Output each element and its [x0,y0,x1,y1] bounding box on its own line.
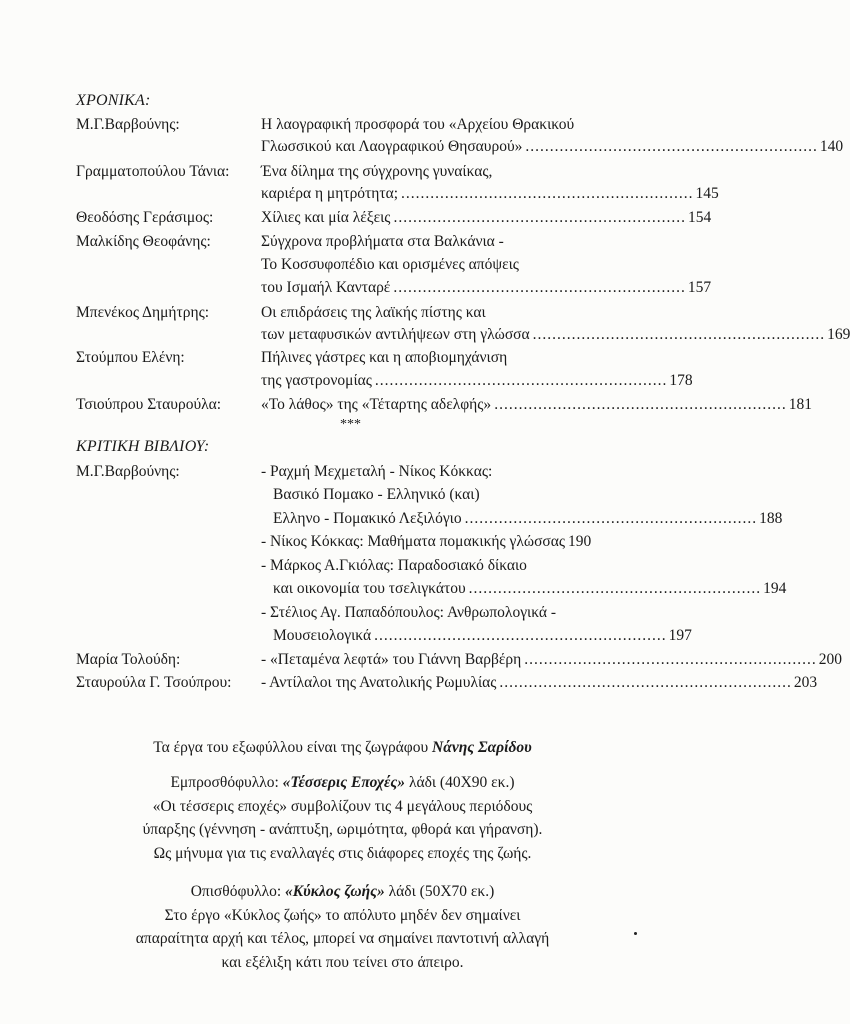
back-cover-medium: λάδι (50Χ70 εκ.) [388,883,495,900]
toc-author: Σταυρούλα Γ. Τσούπρου: [76,674,232,691]
back-cover-title: «Κύκλος ζωής» [285,883,385,900]
toc-author: Γραμματοπούλου Τάνια: [76,163,230,180]
toc-author: Τσιούπρου Σταυρούλα: [76,396,222,413]
toc-title-line: της γαστρονομίας [261,372,372,389]
kritiki-heading: ΚΡΙΤΙΚΗ ΒΙΒΛΙΟΥ: [76,438,210,455]
toc-title-line: Η λαογραφική προσφορά του «Αρχείου Θρακικού [261,116,575,133]
front-cover-medium: λάδι (40Χ90 εκ.) [408,774,515,791]
toc-title-line-with-page [261,650,843,670]
toc-title-line: Το Κοσσυφοπέδιο και ορισμένες απόψεις [261,256,519,273]
front-cover-desc: «Οι τέσσερις εποχές» συμβολίζουν τις 4 μεγάλους περιόδους [152,798,533,815]
dot-leader: ............................................................ [494,396,787,413]
toc-title-line: - «Πεταμένα λεφτά» του Γιάννη Βαρβέρη [261,651,522,668]
toc-title-line-with-page [273,509,783,529]
front-cover-desc: ύπαρξης (γέννηση - ανάπτυξη, ωριμότητα, φθορά και γήρανση). [142,821,543,838]
dot-leader: ............................................................ [532,326,826,343]
bleed-through-watermark [430,70,443,121]
toc-title-line: - Αντίλαλοι της Ανατολικής Ρωμυλίας [261,674,497,691]
dot-leader: ............................................................ [525,138,818,155]
back-cover-desc: Στο έργο «Κύκλος ζωής» το απόλυτο μηδέν δεν σημαίνει [164,907,521,924]
toc-title-line: Βασικό Πομακο - Ελληνικό (και) [273,486,480,503]
artist-name: Νάνης Σαρίδου [432,739,532,756]
cover-intro-text: Τα έργα του εξωφύλλου είναι της ζωγράφου [153,739,429,756]
toc-title-line: του Ισμαήλ Κανταρέ [261,279,391,296]
toc-title-line: και οικονομία του τσελιγκάτου [273,580,466,597]
toc-title-line: Πήλινες γάστρες και η αποβιομηχάνιση [261,349,508,366]
toc-title-line-with-page [261,208,712,228]
toc-title-line: Σύγχρονα προβλήματα στα Βαλκάνια - [261,233,504,250]
toc-title-line: Οι επιδράσεις της λαϊκής πίστης και [261,304,486,321]
back-cover-label: Οπισθόφυλλο: [190,883,282,900]
toc-page-number: 169 [827,326,850,343]
toc-page-number: 200 [818,651,843,668]
toc-title-line: Ελληνο - Πομακικό Λεξιλόγιο [273,510,462,527]
toc-title-line: - Νίκος Κόκκας: Μαθήματα πομακικής γλώσσας [261,533,566,550]
toc-page-number: 140 [819,138,844,155]
front-cover-label: Εμπροσθόφυλλο: [170,774,279,791]
cover-intro [40,738,645,758]
toc-author: Μαρία Τολούδη: [76,651,181,668]
toc-title-line: Γλωσσικού και Λαογραφικού Θησαυρού» [261,138,523,155]
toc-page-number: 154 [687,209,712,226]
back-cover-desc: και εξέλιξη κάτι που τείνει στο άπειρο. [221,954,464,971]
toc-title-line: Μουσειολογικά [273,627,372,644]
section-separator: *** [340,417,361,432]
toc-page-number: 197 [668,627,692,644]
toc-author: Στούμπου Ελένη: [76,349,185,366]
toc-title-line-with-page [273,579,787,599]
toc-author: Μαλκίδης Θεοφάνης: [76,233,211,250]
dot-leader: ............................................................ [468,580,762,597]
toc-page-number: 190 [568,533,592,550]
toc-author: Μ.Γ.Βαρβούνης: [76,463,180,480]
toc-title-line: - Μάρκος Α.Γκιόλας: Παραδοσιακό δίκαιο [261,557,527,574]
dot-leader: ............................................................ [393,209,686,226]
toc-page-number: 181 [788,396,812,413]
dot-leader: ............................................................ [524,651,817,668]
toc-title-line-with-page [273,626,692,646]
toc-title-line-with-page [261,371,693,391]
toc-page-number: 203 [793,674,818,691]
back-cover-desc: απαραίτητα αρχή και τέλος, μπορεί να σημαίνει παντοτινή αλλαγή [135,930,550,947]
toc-author: Μπενέκος Δημήτρης: [76,304,210,321]
toc-author: Θεοδόσης Γεράσιμος: [76,209,214,226]
toc-title-line: των μεταφυσικών αντιλήψεων στη γλώσσα [261,326,530,343]
toc-page-number: 145 [695,185,719,202]
dot-leader: ............................................................ [464,510,758,527]
dot-leader: ............................................................ [374,627,667,644]
toc-title-line-with-page [261,278,712,298]
toc-title-line-with-page [261,137,844,157]
dot-leader: ............................................................ [374,372,668,389]
chronika-heading: ΧΡΟΝΙΚΑ: [76,92,151,109]
toc-title-line-with-page [261,395,812,415]
scan-speck [634,932,637,935]
toc-author: Μ.Γ.Βαρβούνης: [76,116,180,133]
dot-leader: ............................................................ [499,674,792,691]
toc-title-line-with-page [261,325,850,345]
toc-title-line: «Το λάθος» της «Τέταρτης αδελφής» [261,396,492,413]
toc-title-line: Ένα δίλημα της σύγχρονης γυναίκας, [261,163,493,180]
dot-leader: ............................................................ [401,185,694,202]
dot-leader: ............................................................ [393,279,686,296]
toc-page-number: 157 [687,279,712,296]
toc-page-number: 188 [759,510,783,527]
toc-title-line: - Ραχμή Μεχμεταλή - Νίκος Κόκκας: [261,463,493,480]
front-cover-desc: Ως μήνυμα για τις εναλλαγές στις διάφορες εποχές της ζωής. [153,845,532,862]
toc-title-line-with-page [261,673,818,693]
toc-page-number: 194 [763,580,787,597]
toc-title-line: καριέρα η μητρότητα; [261,185,399,202]
toc-page-number: 178 [669,372,693,389]
front-cover-title: «Τέσσερις Εποχές» [282,774,406,791]
toc-title-line-with-page [261,184,719,204]
toc-title-line: Χίλιες και μία λέξεις [261,209,391,226]
front-cover-line [40,773,645,793]
toc-title-line-with-page [261,532,621,552]
toc-title-line: - Στέλιος Αγ. Παπαδόπουλος: Ανθρωπολογικά - [261,604,557,621]
back-cover-line [40,882,645,902]
